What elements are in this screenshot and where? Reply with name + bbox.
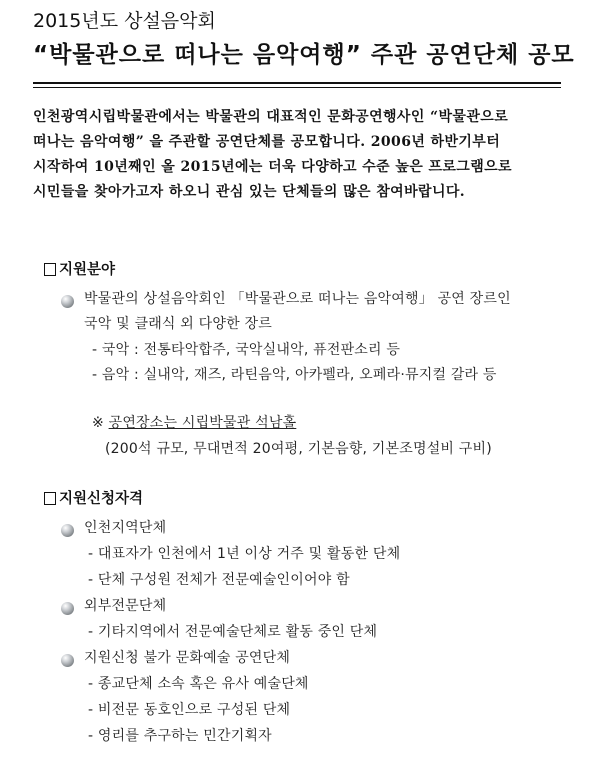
eligibility-item: - 기타지역에서 전문예술단체로 활동 중인 단체 [88, 624, 378, 640]
checkbox-square-icon [44, 263, 56, 276]
bullet-sphere-icon [61, 524, 74, 537]
section-heading-label: 지원신청자격 [59, 491, 144, 507]
event-subtitle: 2015년도 상설음악회 [33, 10, 216, 32]
intro-line: 떠나는 음악여행” 을 주관할 공연단체를 공모합니다. 2006년 하반기부터 [33, 134, 501, 150]
eligibility-item: - 단체 구성원 전체가 전문예술인이어야 함 [88, 572, 350, 588]
section-heading-eligibility [44, 488, 143, 510]
bullet-sphere-icon [61, 654, 74, 667]
eligibility-group-title: 외부전문단체 [84, 598, 167, 614]
intro-line: 시민들을 찾아가고자 하오니 관심 있는 단체들의 많은 참여바랍니다. [33, 184, 466, 200]
intro-line: 시작하여 10년째인 올 2015년에는 더욱 다양하고 수준 높은 프로그램으로 [33, 159, 512, 175]
venue-note-text: 공연장소는 시립박물관 석남홀 [108, 415, 297, 431]
venue-detail: (200석 규모, 무대면적 20여평, 기본음향, 기본조명설비 구비) [105, 441, 492, 457]
bullet-sphere-icon [61, 295, 74, 308]
section-heading-support-field [44, 259, 115, 281]
title-rule-thick [33, 82, 561, 84]
eligibility-group-title: 지원신청 불가 문화예술 공연단체 [84, 650, 291, 666]
intro-line: 인천광역시립박물관에서는 박물관의 대표적인 문화공연행사인 “박물관으로 [33, 109, 509, 125]
eligibility-group-title: 인천지역단체 [84, 520, 167, 536]
checkbox-square-icon [44, 492, 56, 505]
eligibility-item: - 영리를 추구하는 민간기획자 [88, 728, 272, 744]
bullet-sphere-icon [61, 602, 74, 615]
note-mark: ※ [92, 415, 104, 431]
title-rule-thin [33, 87, 561, 88]
venue-note [92, 411, 296, 435]
eligibility-item: - 비전문 동호인으로 구성된 단체 [88, 702, 291, 718]
page-title: “박물관으로 떠나는 음악여행” 주관 공연단체 공모 [33, 42, 575, 68]
section-heading-label: 지원분야 [59, 262, 116, 278]
support-description-line: 국악 및 클래식 외 다양한 장르 [84, 316, 272, 332]
eligibility-item: - 종교단체 소속 혹은 유사 예술단체 [88, 676, 309, 692]
eligibility-item: - 대표자가 인천에서 1년 이상 거주 및 활동한 단체 [88, 546, 401, 562]
support-description-line: 박물관의 상설음악회인 「박물관으로 떠나는 음악여행」 공연 장르인 [84, 291, 511, 307]
genre-item: - 음악 : 실내악, 재즈, 라틴음악, 아카펠라, 오페라·뮤지컬 갈라 등 [92, 367, 497, 383]
genre-item: - 국악 : 전통타악합주, 국악실내악, 퓨전판소리 등 [92, 342, 401, 358]
